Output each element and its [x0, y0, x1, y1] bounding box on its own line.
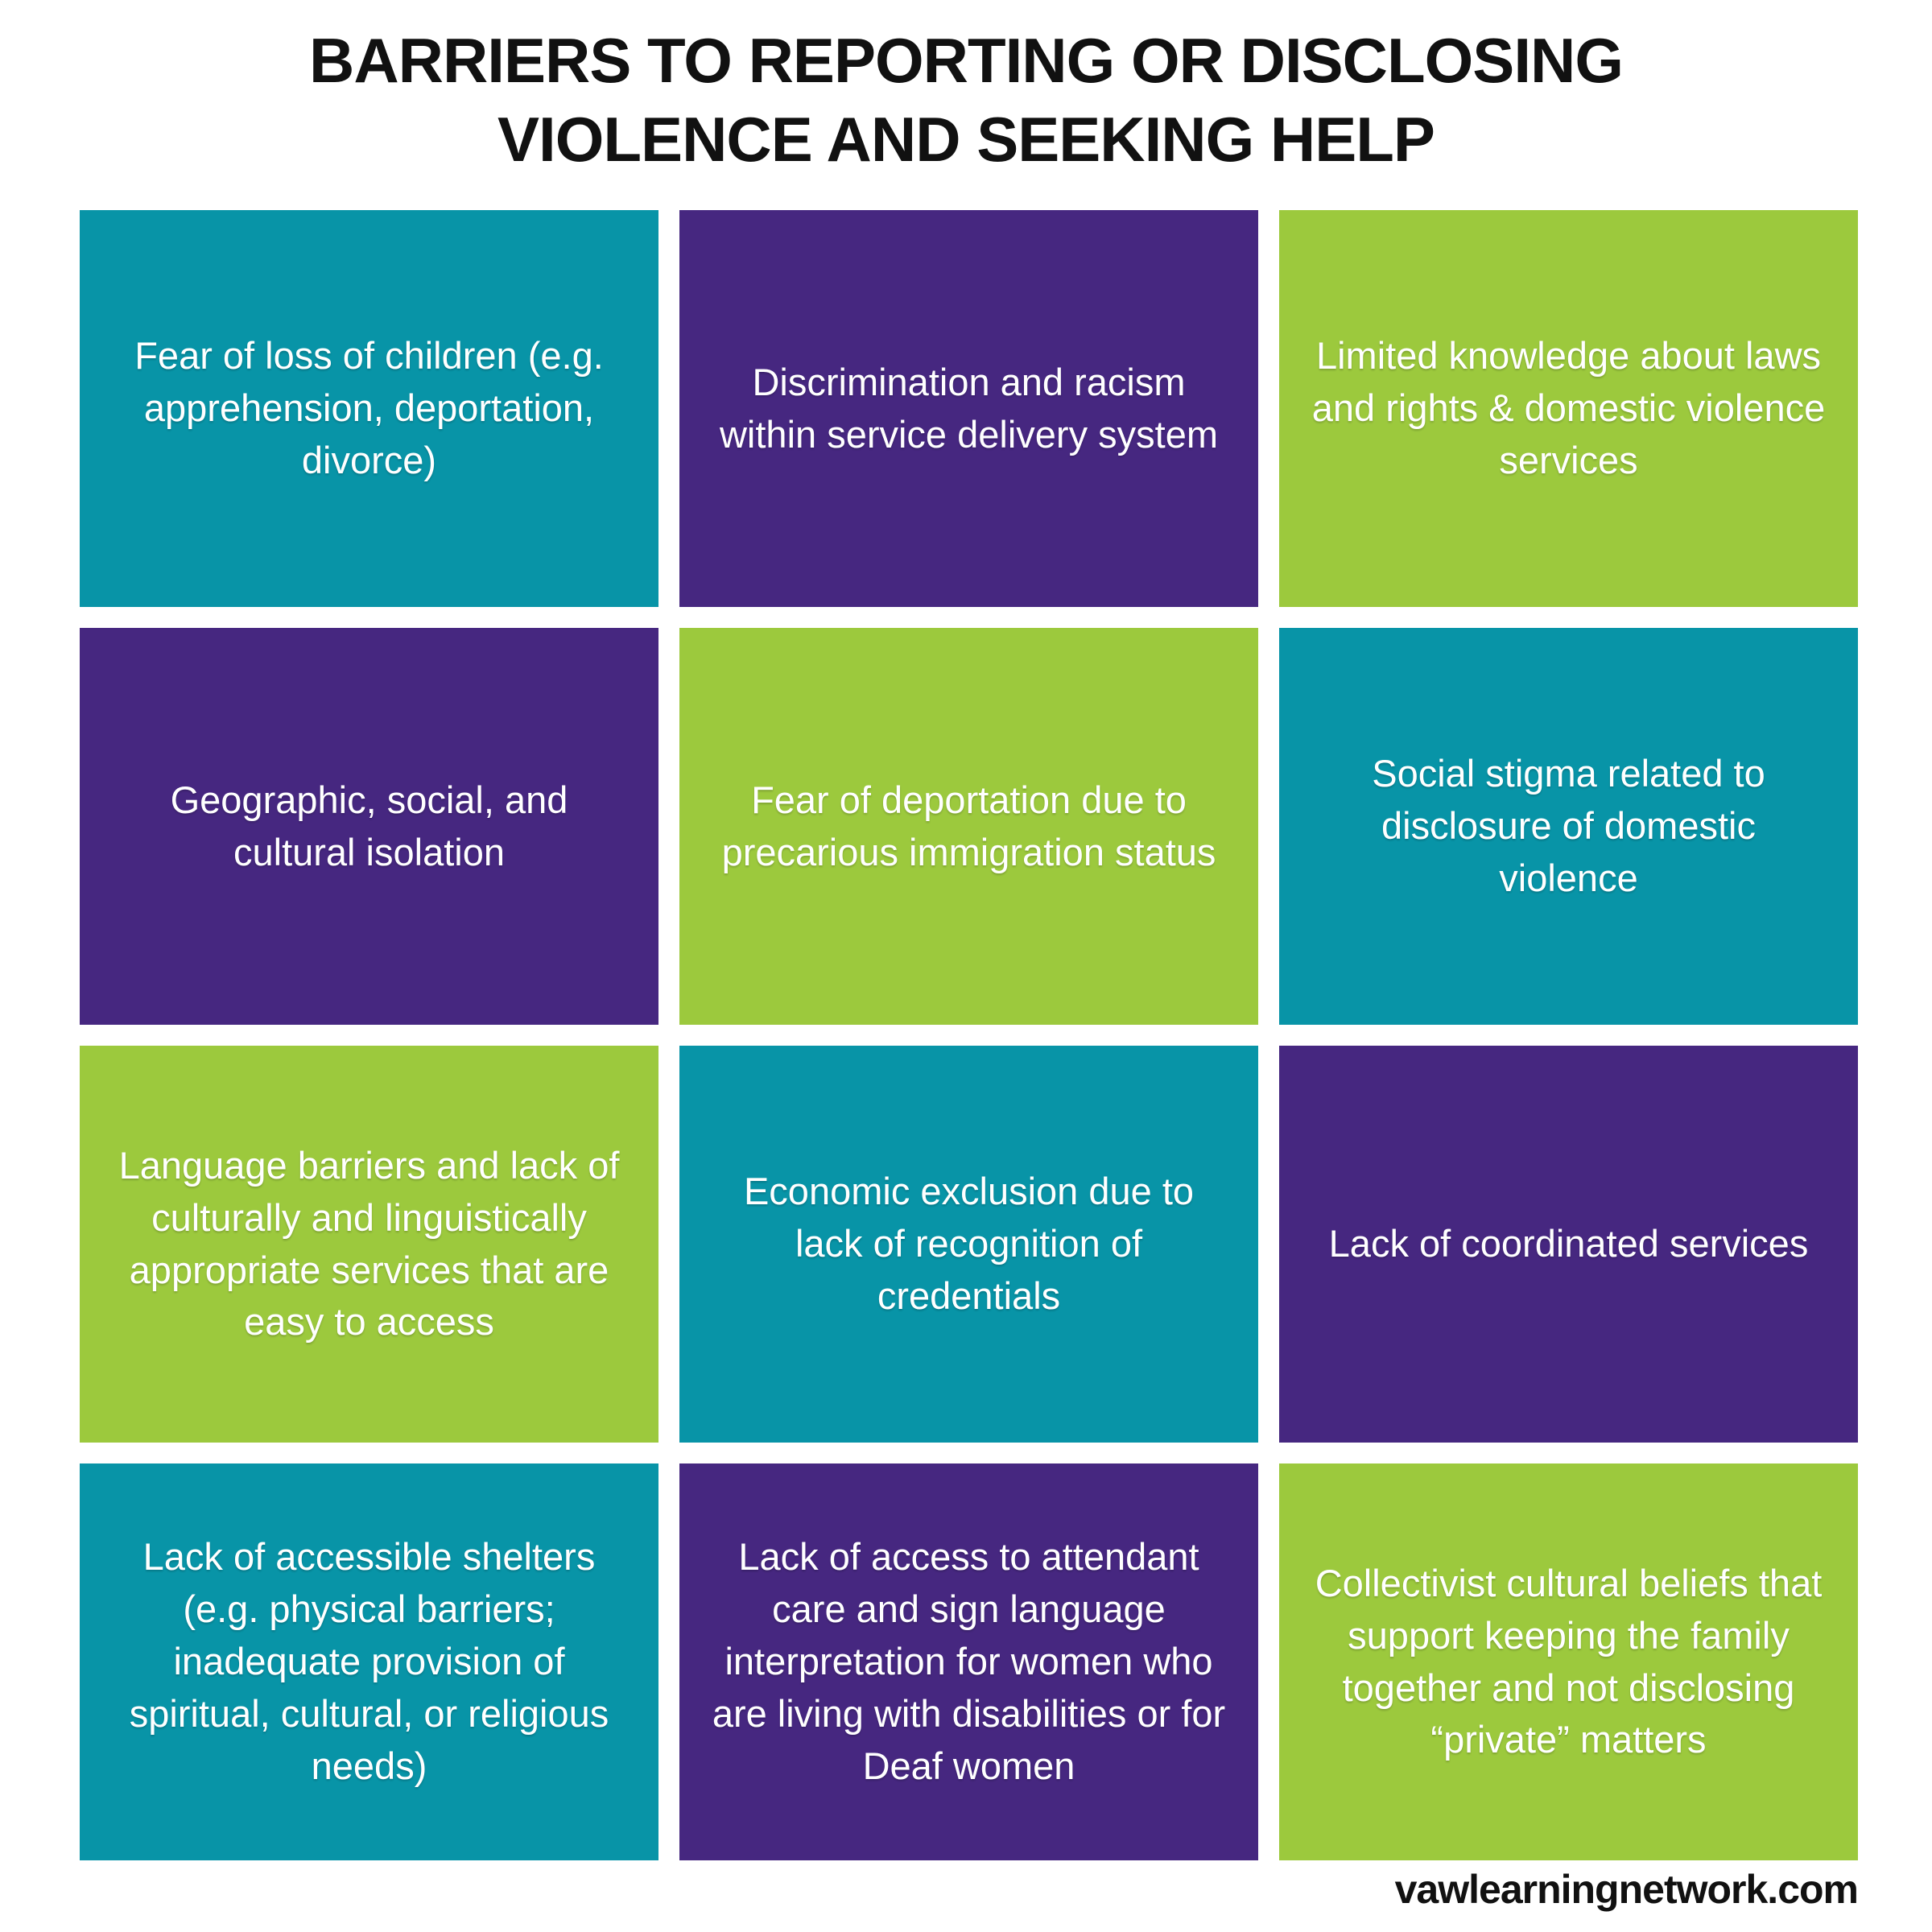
barrier-cell: Economic exclusion due to lack of recognition of credentials: [679, 1046, 1258, 1443]
barrier-cell: Lack of coordinated services: [1279, 1046, 1858, 1443]
barrier-cell: Language barriers and lack of culturally and linguistically appropriate services that are easy to access: [80, 1046, 658, 1443]
page-title: [0, 21, 1932, 180]
barrier-cell: Lack of accessible shelters (e.g. physical barriers; inadequate provision of spiritual, cultural, or religious needs): [80, 1463, 658, 1860]
barrier-cell: Collectivist cultural beliefs that support keeping the family together and not disclosing “private” matters: [1279, 1463, 1858, 1860]
barrier-cell: Limited knowledge about laws and rights & domestic violence services: [1279, 210, 1858, 607]
barrier-cell: Geographic, social, and cultural isolation: [80, 628, 658, 1025]
barrier-cell: Discrimination and racism within service delivery system: [679, 210, 1258, 607]
page-title-line-1: BARRIERS TO REPORTING OR DISCLOSING: [308, 25, 1624, 96]
barrier-cell: Fear of loss of children (e.g. apprehension, deportation, divorce): [80, 210, 658, 607]
barriers-grid: [80, 210, 1858, 1860]
barrier-cell: Social stigma related to disclosure of domestic violence: [1279, 628, 1858, 1025]
page-title-line-2: VIOLENCE AND SEEKING HELP: [497, 104, 1435, 175]
barrier-cell: Lack of access to attendant care and sign language interpretation for women who are living with disabilities or for Deaf women: [679, 1463, 1258, 1860]
barrier-cell: Fear of deportation due to precarious immigration status: [679, 628, 1258, 1025]
website-url: vawlearningnetwork.com: [1394, 1867, 1858, 1912]
